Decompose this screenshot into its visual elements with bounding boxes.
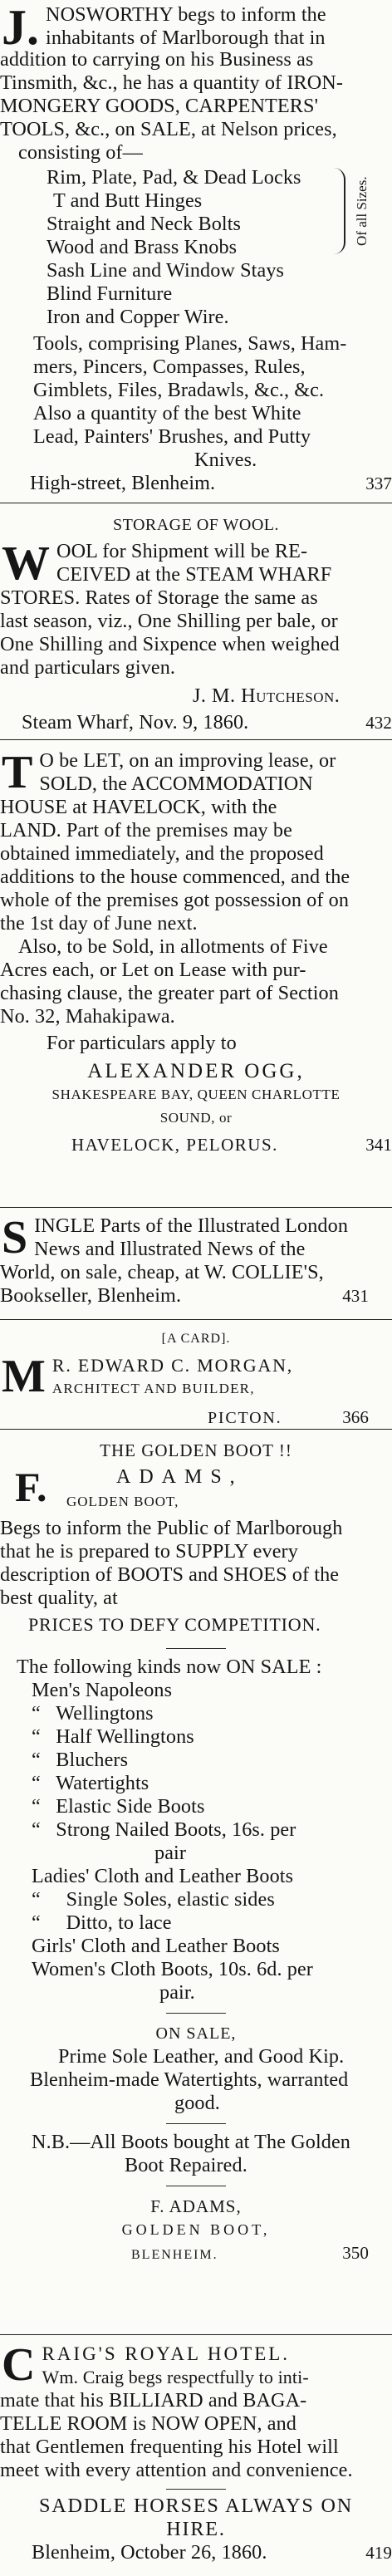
advert-prices: PRICES TO DEFY COMPETITION. (28, 1614, 321, 1635)
short-rule (166, 2013, 226, 2014)
advert-text: obtained immediately, and the proposed (0, 842, 324, 865)
advert-text: inhabitants of Marlborough that in (46, 27, 326, 49)
list-item: T and Butt Hinges (53, 189, 203, 212)
advert-card-label: [A CARD]. (161, 1332, 231, 1346)
list-item: Ladies' Cloth and Leather Boots (32, 1865, 294, 1887)
advertiser-address: HAVELOCK, PELORUS. (71, 1135, 278, 1155)
advert-heading: STORAGE OF WOOL. (112, 516, 280, 534)
advertiser-shop: GOLDEN BOOT, (66, 1494, 179, 1509)
advert-text: OOL for Shipment will be RE- (56, 540, 308, 562)
advert-text: Blenheim-made Watertights, warranted (30, 2068, 349, 2091)
ditto-mark: “ (32, 1818, 41, 1841)
advert-text: Also a quantity of the best White (33, 402, 301, 424)
advert-text: Bookseller, Blenheim. (0, 1284, 182, 1307)
advert-text: World, on sale, cheap, at W. COLLIE'S, (0, 1261, 324, 1283)
advert-text: addition to carrying on his Business as (0, 48, 314, 71)
list-item-label: Bluchers (56, 1749, 129, 1771)
list-item: Straight and Neck Bolts (47, 213, 242, 235)
advert-text: Prime Sole Leather, and Good Kip. (58, 2045, 345, 2068)
ditto-mark: “ (32, 1749, 41, 1771)
advert-number: 366 (342, 1407, 369, 1427)
advert-text: Gimblets, Files, Bradawls, &c., &c. (33, 379, 325, 401)
advert-text: last season, viz., One Shilling per bale, or (0, 610, 338, 632)
advert-text: Tinsmith, &c., he has a quantity of IRON- (0, 71, 344, 94)
list-item (0, 1702, 392, 1725)
advert-number: 431 (342, 1286, 369, 1306)
advertiser-shop: GOLDEN BOOT, (121, 2221, 271, 2238)
list-item (0, 1772, 392, 1795)
advert-to-let (0, 749, 392, 1156)
drop-initial: W (2, 536, 50, 590)
advertiser-town: BLENHEIM. (131, 2248, 218, 2262)
list-item (0, 1725, 392, 1749)
advertiser-address: SHAKESPEARE BAY, QUEEN CHARLOTTE (51, 1087, 341, 1102)
advert-number: 432 (365, 713, 392, 733)
ditto-mark: “ (32, 1888, 41, 1911)
advert-text: For particulars apply to (47, 1032, 237, 1054)
list-item-label: Single Soles, elastic sides (66, 1888, 275, 1911)
list-item: Men's Napoleons (32, 1679, 173, 1701)
drop-initial: T (2, 747, 33, 798)
list-item: Iron and Copper Wire. (47, 306, 229, 328)
list-item: Wood and Brass Knobs (47, 236, 238, 258)
advert-subheading: HIRE. (166, 2518, 226, 2540)
drop-initial: C (2, 2339, 36, 2391)
short-rule (166, 1648, 226, 1649)
advert-number: 337 (365, 473, 392, 493)
advertiser-address: SOUND, or (159, 1110, 233, 1126)
advertiser-town: PICTON. (208, 1409, 282, 1427)
advert-title: RAIG'S ROYAL HOTEL. (42, 2343, 291, 2364)
advert-text: SOLD, the ACCOMMODATION (39, 773, 313, 795)
advert-text: O be LET, on an improving lease, or (39, 749, 336, 772)
advert-text: The following kinds now ON SALE : (17, 1656, 322, 1678)
list-item-label: Half Wellingtons (56, 1725, 194, 1748)
sizes-label: Of all Sizes. (354, 176, 370, 246)
list-item-label: Strong Nailed Boots, 16s. per (56, 1818, 296, 1841)
drop-initial: F. (15, 1464, 47, 1510)
advert-text: Also, to be Sold, in allotments of Five (18, 935, 328, 958)
advert-text: consisting of— (18, 141, 143, 164)
list-item-label: Watertights (56, 1772, 149, 1794)
advert-text: whole of the premises got possession of on (0, 889, 350, 911)
advert-text: INGLE Parts of the Illustrated London (34, 1214, 349, 1237)
advert-text: STORES. Rates of Storage the same as (0, 586, 318, 609)
advert-text: N.B.—All Boots bought at The Golden (32, 2131, 350, 2153)
drop-initial: S (2, 1212, 28, 1263)
ditto-mark: “ (32, 1795, 41, 1818)
advert-text: Acres each, or Let on Lease with pur- (0, 959, 306, 981)
advert-adams (0, 1439, 392, 2267)
advert-text: TELLE ROOM is NOW OPEN, and (0, 2412, 296, 2435)
list-item-label: Wellingtons (56, 1702, 154, 1725)
advert-text: additions to the house commenced, and the (0, 866, 350, 888)
advert-wool (0, 513, 392, 734)
advert-text: NOSWORTHY begs to inform the (46, 3, 326, 26)
list-item-label: Ditto, to lace (66, 1911, 172, 1934)
drop-initial: M (2, 1351, 46, 1402)
list-item: Rim, Plate, Pad, & Dead Locks (47, 166, 301, 189)
advert-text: TOOLS, &c., on SALE, at Nelson prices, (0, 118, 337, 140)
list-item-cont: pair (154, 1842, 187, 1864)
short-rule (166, 2123, 226, 2124)
column-rule (0, 1319, 392, 1320)
advert-text: LAND. Part of the premises may be (0, 819, 292, 841)
advert-text: News and Illustrated News of the (34, 1238, 306, 1260)
brace-mark (334, 168, 345, 254)
advert-craig (0, 2339, 392, 2564)
list-item: Blind Furniture (47, 282, 173, 305)
advert-address: High-street, Blenheim. (30, 472, 216, 494)
advert-text: the 1st day of June next. (0, 912, 198, 935)
advert-subheading: ON SALE, (155, 2024, 237, 2043)
advert-heading: THE GOLDEN BOOT !! (100, 1440, 292, 1460)
advert-text: that Gentlemen frequenting his Hotel will (0, 2436, 339, 2458)
list-item (0, 1911, 392, 1935)
advert-collie (0, 1214, 392, 1308)
list-item-label: Elastic Side Boots (56, 1795, 205, 1818)
advert-morgan (0, 1327, 392, 1430)
drop-initial: J. (2, 0, 39, 55)
advertiser-title: ARCHITECT AND BUILDER, (51, 1381, 255, 1396)
list-item (0, 1818, 392, 1842)
ditto-mark: “ (32, 1725, 41, 1748)
advert-date: Blenheim, October 26, 1860. (32, 2541, 267, 2564)
ditto-mark: “ (32, 1702, 41, 1725)
advert-text: meet with every attention and convenience. (0, 2459, 353, 2481)
advert-text: mate that his BILLIARD and BAGA- (0, 2389, 307, 2412)
advert-text: and particulars given. (0, 656, 176, 679)
advert-text: good. (174, 2092, 220, 2114)
column-rule (0, 2334, 392, 2335)
advert-nosworthy-tools (0, 332, 392, 495)
list-item (0, 1888, 392, 1911)
advert-text: Begs to inform the Public of Marlborough (0, 1517, 343, 1539)
advertiser-name: R. EDWARD C. MORGAN, (51, 1355, 294, 1376)
ditto-mark: “ (32, 1772, 41, 1794)
goods-list (0, 70, 392, 328)
list-item: Women's Cloth Boots, 10s. 6d. per (32, 1958, 313, 1980)
list-item (0, 1795, 392, 1818)
advert-text: best quality, at (0, 1587, 118, 1609)
advert-text: Boot Repaired. (125, 2154, 247, 2176)
advert-signature: J. M. Hutcheson. (193, 684, 341, 707)
column-rule (0, 1429, 392, 1430)
advert-text: MONGERY GOODS, CARPENTERS' (0, 95, 319, 117)
advert-text: Wm. Craig begs respectfully to inti- (42, 2367, 309, 2387)
advert-text: HOUSE at HAVELOCK, with the (0, 796, 277, 818)
advert-text: Lead, Painters' Brushes, and Putty (33, 425, 311, 448)
list-item: Girls' Cloth and Leather Boots (32, 1935, 280, 1957)
advert-date: Steam Wharf, Nov. 9, 1860. (22, 711, 249, 734)
list-item (0, 1749, 392, 1772)
advert-text: CEIVED at the STEAM WHARF (56, 563, 332, 586)
advert-text: One Shilling and Sixpence when weighed (0, 633, 340, 655)
column-rule (0, 739, 392, 740)
advert-number: 341 (365, 1135, 392, 1155)
advert-number: 419 (365, 2543, 392, 2563)
column-rule (0, 1207, 392, 1208)
advert-text: that he is prepared to SUPPLY every (0, 1540, 298, 1563)
advertiser-name: F. ADAMS, (150, 2196, 242, 2216)
list-item: Sash Line and Window Stays (47, 259, 285, 282)
advert-text: chasing clause, the greater part of Section (0, 982, 339, 1004)
advert-text: description of BOOTS and SHOES of the (0, 1563, 340, 1586)
advert-text: No. 32, Mahakipawa. (0, 1005, 175, 1028)
advert-subheading: SADDLE HORSES ALWAYS ON (38, 2495, 354, 2517)
advert-text: Knives. (194, 449, 257, 471)
ditto-mark: “ (32, 1911, 41, 1934)
advert-number: 350 (342, 2243, 369, 2263)
advert-text: mers, Pincers, Compasses, Rules, (33, 356, 306, 378)
advert-text: Tools, comprising Planes, Saws, Ham- (33, 332, 347, 355)
short-rule (166, 2489, 226, 2490)
advertiser-name: ADAMS, (116, 1466, 243, 1488)
advertiser-name: ALEXANDER OGG, (87, 1060, 305, 1082)
list-item-cont: pair. (159, 1981, 195, 2004)
